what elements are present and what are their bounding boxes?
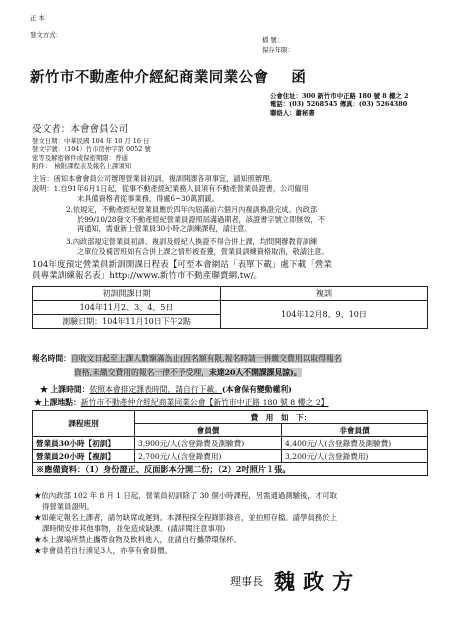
signup-note-1: (因名額有限,報名時請一併繳交費用以取得報名	[180, 354, 342, 363]
list-item: ★依內政部 102 年 8 月 1 日起，營業員初訓除了 30 個小時課程，另需通過測驗後，才可取	[34, 491, 337, 500]
member-fee: 2,700元/人(含登錄費用)	[135, 450, 282, 463]
schedule-col1-header: 初訓開課日期	[33, 287, 221, 301]
nonmember-fee: 4,400元/人(含登錄費及測驗費)	[282, 437, 428, 450]
list-item: ★本上課場所禁止攜帶食物及飲料進入，並請自行攜帶環保杯。	[34, 535, 241, 544]
list-item: ★如確定報名上課者，請勿缺席或遲到。本課程採全程錄影錄音，並拍照存檔。請學員務於上	[34, 513, 338, 522]
exam-date: 測驗日期：104年11月10日下午2點	[33, 315, 221, 329]
contact-phone-fax: 電話：(03) 5268545 傳真：(03) 5264380	[270, 100, 408, 109]
signup-note-3: 未達20人不開課課見諒)。	[209, 368, 302, 377]
list-item: ★非會員若自行湊足3人，亦享有會員價。	[34, 546, 172, 555]
location-label: ★上課地點：	[34, 398, 81, 407]
signature	[230, 566, 361, 596]
class-time-note: (本會保有變動權利)	[222, 385, 292, 394]
contact-person: 聯絡人：蕭秘書	[270, 108, 315, 117]
table-row	[33, 437, 428, 450]
class-location	[34, 397, 329, 408]
classification: 密等及解密條件或保密期限：普通	[32, 153, 128, 162]
note-2: 2.依規定，不動產經紀營業員應於四年內屆滿前六個月內複訓換證完成。內政部 於99/10/28發文不動產經紀營業員證照屆滿過期者，該證書字號立即無效，不 再通知，需重新上營業員30小時之訓練課程，請注意。	[66, 205, 325, 234]
location-value: 新竹市不動產仲介經紀商業同業公會【新竹市中正路 180 號 8 樓之 2】	[80, 398, 329, 407]
initial-training-dates: 104年11月2、3、4、5日	[33, 301, 221, 315]
signature-name: 魏政方	[274, 569, 362, 594]
recipient: 受文者：本會會員公司	[32, 124, 128, 135]
nonmember-fee: 3,200元/人(含登錄費用)	[282, 450, 428, 463]
class-time	[40, 384, 292, 395]
signup-note-2: 資格,未繳交費用的報名一律不予受理，	[74, 368, 210, 377]
doc-label: 正 本	[30, 14, 45, 22]
schedule-table	[32, 286, 428, 329]
page-title	[30, 66, 306, 87]
schedule-intro: 104年度預定營業員新訓開課日程表【可至本會網站「表單下載」處下載「營業 員專業訓練報名表」http://www.新竹市不動產聯賣網.tw/。	[32, 260, 332, 281]
fee-nonmember-header: 非會員價	[282, 424, 428, 437]
fee-table	[32, 410, 428, 476]
schedule-col2-header: 複訓	[221, 287, 428, 301]
table-row	[33, 450, 428, 463]
required-documents: ※應備資料：（1）身份證正、反面影本分開二份；（2）2吋照片１張。	[33, 463, 428, 476]
ref-number: 發文字號：（104）竹市房仲字第 0052 號	[32, 145, 151, 154]
doc-type: 函	[291, 69, 307, 86]
footnote-list: ★依內政部 102 年 8 月 1 日起，營業員初訓除了 30 個小時課程，另需通過測驗後，才可取 得營業員證明。 ★如確定報名上課者，請勿缺席或遲到。本課程採全程錄影錄音，並拍照存檔。請學員務於上 課時間安排其他事物，並免造成缺課。(請詳閱注意事項) ★本上課場所禁止攜帶食物及飲料進入，並請自行攜帶環保杯。 ★非會員若自行湊足3人，亦享有會員價。	[34, 491, 338, 555]
attachment: 附件： 檢附課程表及報名上課須知	[32, 162, 132, 171]
class-name: 營業員30小時【初訓】	[33, 437, 135, 450]
note-3: 3.內政部規定營業員初訓、複訓及經紀人換證不得合併上課，均問開辦教育訓練 之單位及補習班如有合併上課之情形被查獲，營業員訓練資格取消，敬請注意。	[66, 237, 329, 256]
subject: 主旨：函知本會會員公司辦理營業員初訓、複訓開課各項事宜，請知照辦理。	[32, 174, 277, 183]
fee-class-header: 課程班別	[33, 411, 135, 437]
contact-address: 公會住址：300 新竹市中正路 180 號 8 樓之 2	[270, 92, 409, 100]
signup-time	[32, 352, 342, 365]
class-time-value: 依照本會排定課表時間，請自行下載。	[89, 385, 223, 394]
member-fee: 3,900元/人(含登錄費及測驗費)	[135, 437, 282, 450]
signature-role: 理事長	[230, 575, 263, 588]
note-1: 說明：1.自91年6月1日起，從事不動產經紀業務人員須有不動產營業員證書，公司僱用 未具備資格者從事業務，得處6~30萬罰鍰。	[32, 184, 309, 203]
class-name: 營業員20小時【複訓】	[33, 450, 135, 463]
meta-block	[32, 137, 151, 171]
fee-header: 費 用 如 下：	[135, 411, 428, 424]
org-name: 新竹市不動產仲介經紀商業同業公會	[30, 69, 269, 86]
signup-period: 自收文日起至上課人數額滿為止	[70, 354, 181, 363]
signup-label: 報名時間：	[32, 354, 71, 363]
file-no: 檔 號：	[262, 36, 284, 44]
class-time-label: ★ 上課時間：	[40, 385, 90, 394]
retention: 保存年限：	[262, 46, 294, 54]
signup-time-cont	[74, 366, 302, 379]
send-method: 發文方式：	[30, 31, 62, 39]
issue-date: 發文日期：中華民國 104 年 10 月 16 日	[32, 137, 150, 145]
contact-block	[270, 92, 408, 117]
fee-member-header: 會員價	[135, 424, 282, 437]
refresher-training-dates: 104年12月8、9、10日	[221, 301, 428, 329]
